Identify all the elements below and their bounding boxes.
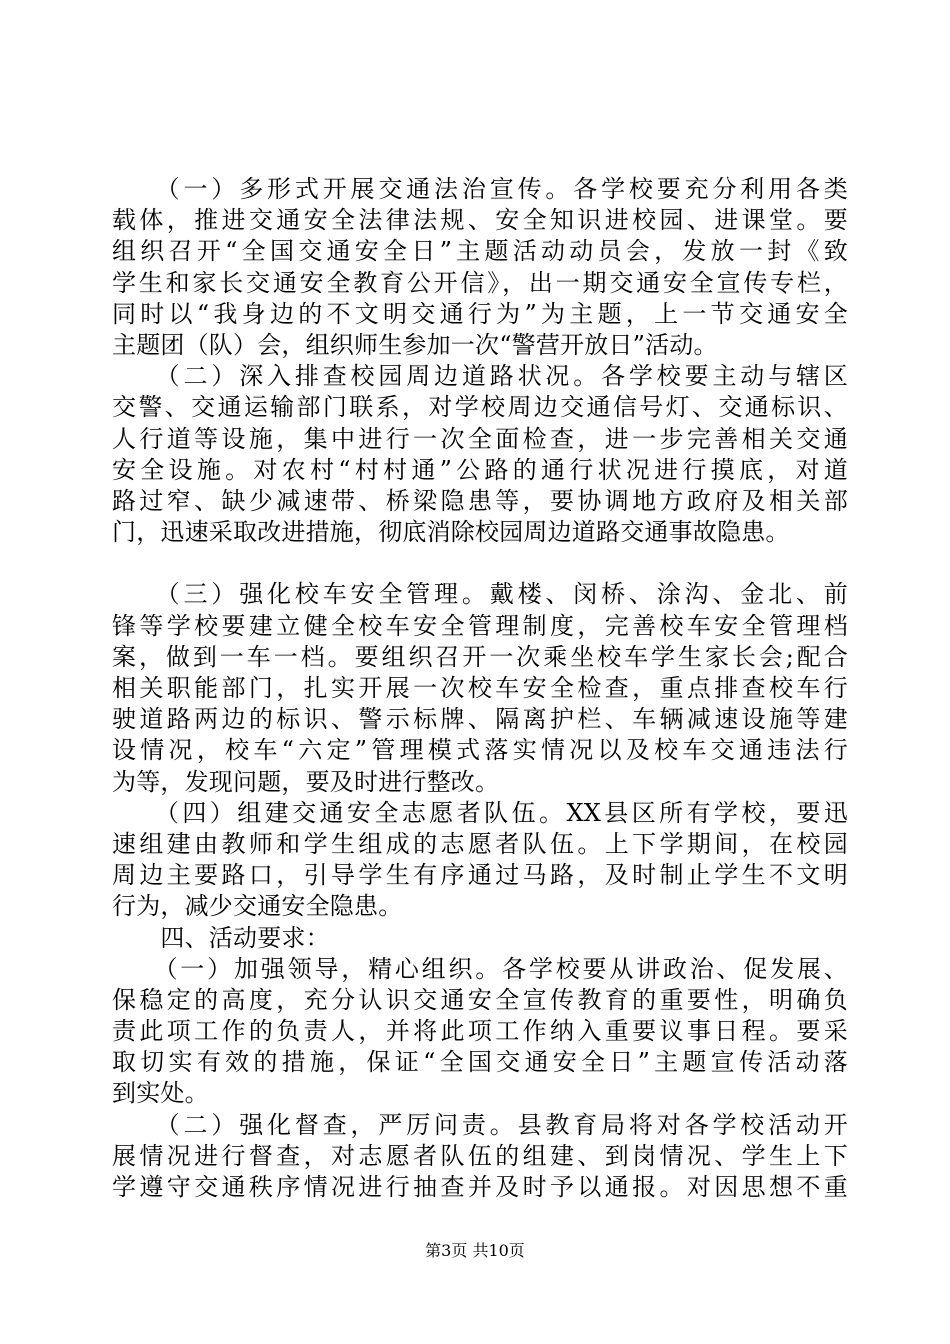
text-line: 同时以“我身边的不文明交通行为”为主题，上一节交通安全 [112,299,848,328]
text-line: 学生和家长交通安全教育公开信》，出一期交通安全宣传专栏， [112,268,848,297]
text-line: 学遵守交通秩序情况进行抽查并及时予以通报。对因思想不重 [112,1173,848,1201]
text-line: 为等，发现问题，要及时进行整改。 [112,767,500,796]
text-line: 人行道等设施，集中进行一次全面检查，进一步完善相关交通 [112,424,848,453]
text-line: 展情况进行督查，对志愿者队伍的组建、到岗情况、学生上下 [112,1141,848,1170]
text-line: 取切实有效的措施，保证“全国交通安全日”主题宣传活动落 [112,1048,848,1077]
text-line: 周边主要路口，引导学生有序通过马路，及时制止学生不文明 [112,861,848,890]
text-line: 载体，推进交通安全法律法规、安全知识进校园、进课堂。要 [112,206,848,235]
text-line: 四、活动要求： [112,923,330,952]
document-body [112,174,848,1203]
text-line: （一）多形式开展交通法治宣传。各学校要充分利用各类 [112,175,848,203]
text-line: 锋等学校要建立健全校车安全管理制度，完善校车安全管理档 [112,611,848,640]
text-line: （二）深入排查校园周边道路状况。各学校要主动与辖区 [112,362,848,391]
text-line: 案，做到一车一档。要组织召开一次乘坐校车学生家长会;配合 [112,642,848,671]
text-line: 驶道路两边的标识、警示标牌、隔离护栏、车辆减速设施等建 [112,705,848,734]
paragraph-6 [112,1110,848,1204]
text-line: 到实处。 [112,1079,209,1108]
paragraph-3 [112,579,848,797]
text-line: （一）加强领导，精心组织。各学校要从讲政治、促发展、 [112,954,848,983]
paragraph-1 [112,174,848,361]
text-line: 门，迅速采取改进措施，彻底消除校园周边道路交通事故隐患。 [112,518,790,547]
text-line: 主题团（队）会，组织师生参加一次“警营开放日”活动。 [112,330,718,359]
paragraph-2 [112,361,848,548]
text-line: 交警、交通运输部门联系，对学校周边交通信号灯、交通标识、 [112,393,848,422]
text-line: 责此项工作的负责人，并将此项工作纳入重要议事日程。要采 [112,1017,848,1046]
page-number-footer: 第3页 共10页 [425,1241,525,1260]
paragraph-spacer [112,548,848,579]
text-line: （二）强化督查，严厉问责。县教育局将对各学校活动开 [112,1110,848,1139]
text-line: 组织召开“全国交通安全日”主题活动动员会，发放一封《致 [112,237,848,266]
paragraph-5 [112,954,848,1110]
text-line: 相关职能部门，扎实开展一次校车安全检查，重点排查校车行 [112,674,848,702]
text-line: 保稳定的高度，充分认识交通安全宣传教育的重要性，明确负 [112,985,848,1014]
text-line: 行为，减少交通安全隐患。 [112,892,403,921]
text-line: 设情况，校车“六定”管理模式落实情况以及校车交通违法行 [112,736,848,765]
text-line: 安全设施。对农村“村村通”公路的通行状况进行摸底，对道 [112,455,848,484]
section-heading [112,923,848,954]
text-line: 路过窄、缺少减速带、桥梁隐患等，要协调地方政府及相关部 [112,486,848,515]
paragraph-4 [112,798,848,923]
text-line: 速组建由教师和学生组成的志愿者队伍。上下学期间，在校园 [112,829,848,858]
text-line: （四）组建交通安全志愿者队伍。XX县区所有学校，要迅 [112,798,848,827]
text-line: （三）强化校车安全管理。戴楼、闵桥、涂沟、金北、前 [112,580,848,609]
